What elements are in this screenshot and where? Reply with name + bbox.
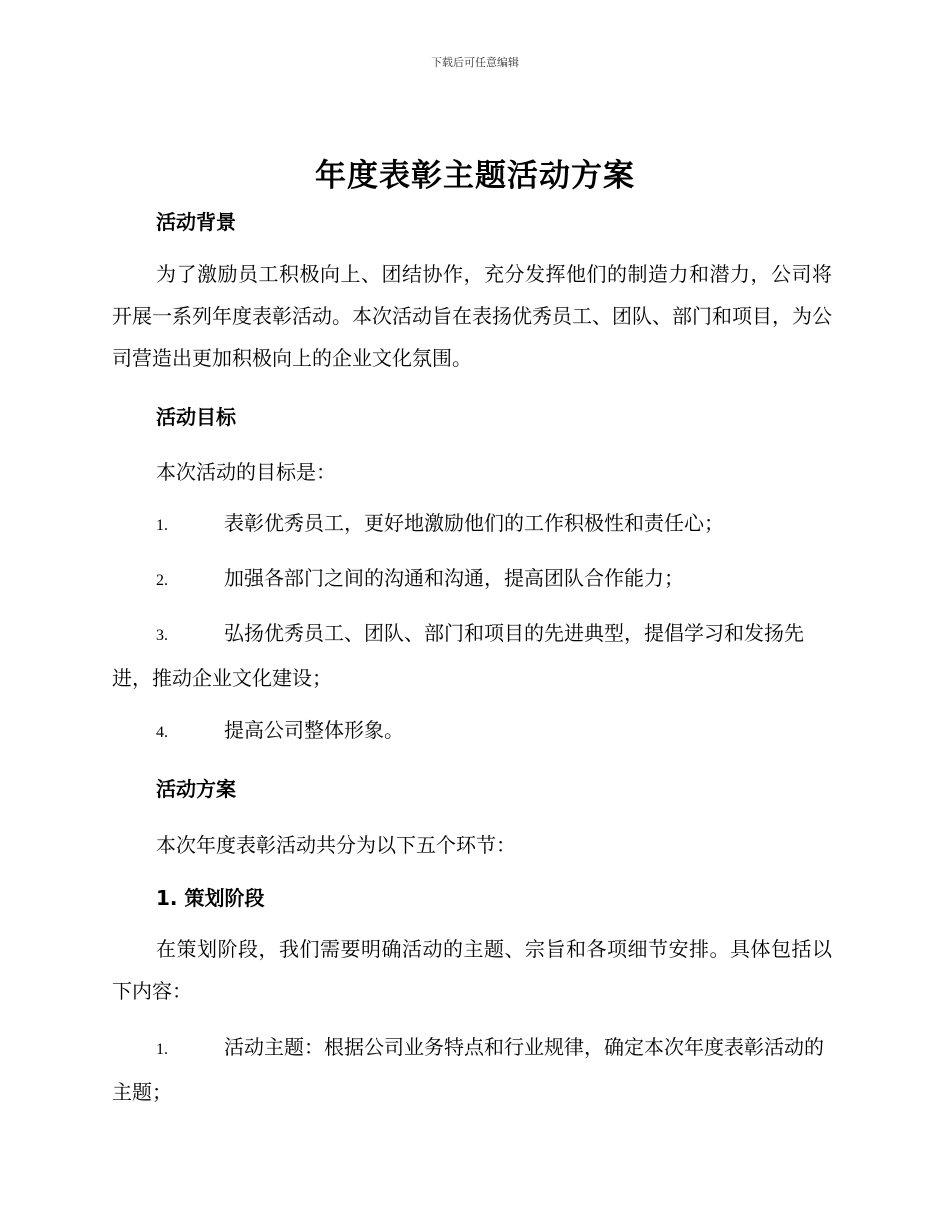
list-text: 弘扬优秀员工、团队、部门和项目的先进典型，提倡学习和发扬先进，推动企业文化建设； xyxy=(112,621,804,690)
list-number: 4. xyxy=(156,724,168,741)
plan-intro: 本次年度表彰活动共分为以下五个环节： xyxy=(156,833,516,857)
list-text: 表彰优秀员工，更好地激励他们的工作积极性和责任心； xyxy=(224,511,724,535)
list-text: 活动主题：根据公司业务特点和行业规律，确定本次年度表彰活动的主题； xyxy=(112,1035,824,1104)
goals-intro: 本次活动的目标是： xyxy=(156,460,336,484)
goal-item xyxy=(112,502,832,547)
list-number: 1. xyxy=(156,517,168,534)
stage1-paragraph: 在策划阶段，我们需要明确活动的主题、宗旨和各项细节安排。具体包括以下内容： xyxy=(112,937,832,1003)
list-number: 1. xyxy=(156,1041,168,1058)
section-heading-background: 活动背景 xyxy=(156,210,236,234)
list-text: 提高公司整体形象。 xyxy=(224,718,404,742)
list-text: 加强各部门之间的沟通和沟通，提高团队合作能力； xyxy=(224,566,684,590)
background-paragraph: 为了激励员工积极向上、团结协作，充分发挥他们的制造力和潜力，公司将开展一系列年度表彰活动。本次活动旨在表扬优秀员工、团队、部门和项目，为公司营造出更加积极向上的企业文化氛围。 xyxy=(112,262,832,370)
section-heading-plan: 活动方案 xyxy=(156,777,236,801)
goal-item xyxy=(112,557,832,602)
list-number: 2. xyxy=(156,572,168,589)
section-heading-goals: 活动目标 xyxy=(156,405,236,429)
goal-item xyxy=(112,612,832,699)
stage1-item xyxy=(112,1026,832,1113)
stage1-heading: 1. 策划阶段 xyxy=(156,886,265,910)
document-title: 年度表彰主题活动方案 xyxy=(315,158,635,194)
list-number: 3. xyxy=(156,627,168,644)
goal-item xyxy=(112,709,832,754)
header-note: 下载后可任意编辑 xyxy=(431,56,519,69)
